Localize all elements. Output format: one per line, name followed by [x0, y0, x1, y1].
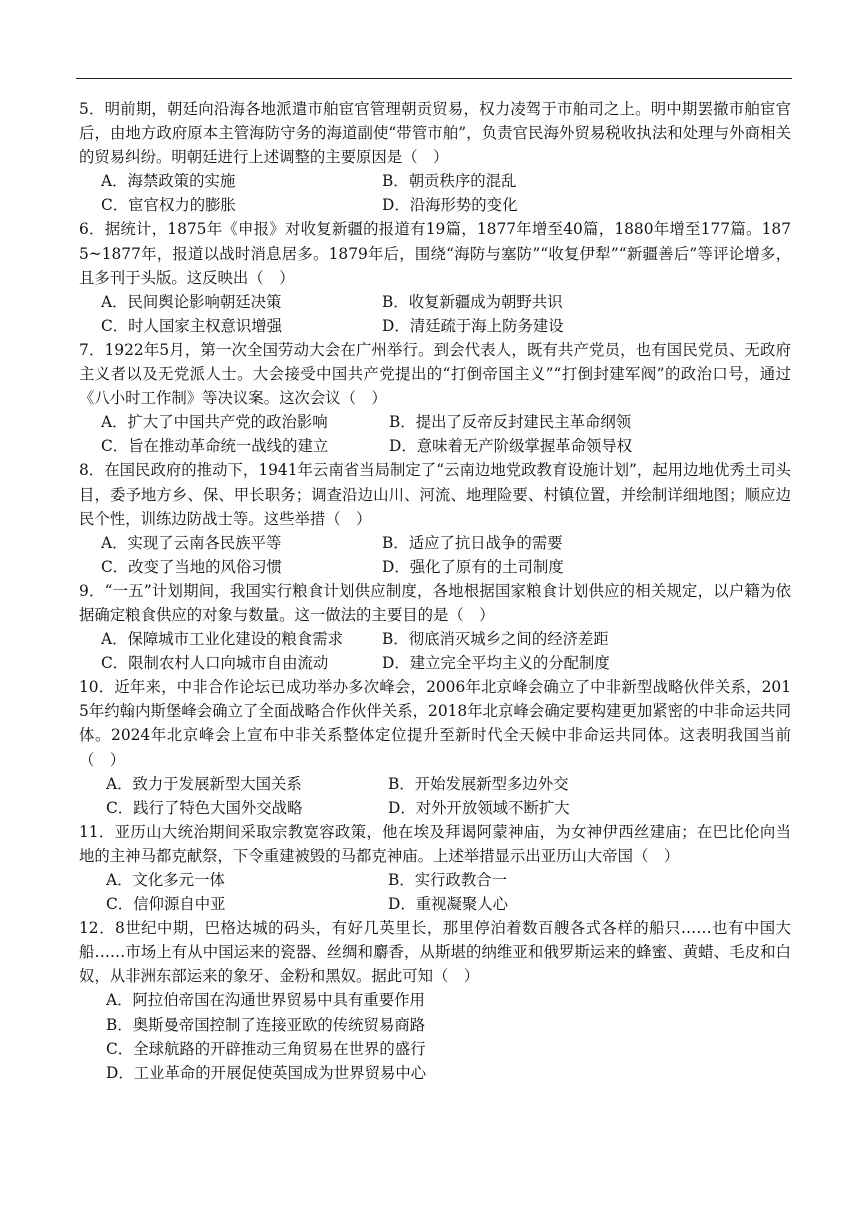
option-a: A．文化多元一体 — [106, 871, 225, 889]
option-c: C．宦官权力的膨胀 — [101, 196, 236, 215]
option-b: B．开始发展新型多边外交 — [388, 774, 569, 793]
question-9 — [79, 579, 791, 675]
option-b: B．收复新疆成为朝野共识 — [382, 292, 563, 311]
option-c: C．时人国家主权意识增强 — [101, 316, 283, 335]
question-7 — [79, 338, 791, 458]
option-c: C．旨在推动革命统一战线的建立 — [101, 437, 329, 456]
option-c: C．限制农村人口向城市自由流动 — [101, 654, 329, 673]
question-12 — [79, 916, 791, 1085]
option-a: A．致力于发展新型大国关系 — [106, 774, 302, 793]
option-a: A．保障城市工业化建设的粮食需求 — [101, 630, 343, 649]
question-stem: 6．据统计，1875年《申报》对收复新疆的报道有19篇，1877年增至40篇，1880年增至177篇。1875~1877年，报道以战时消息居多。1879年后，围绕“海防与塞防”“收复伊犁”“新疆善后”等评论增多，且多刊于头版。这反映出（ ） — [79, 220, 791, 287]
option-c: C．践行了特色大国外交战略 — [106, 798, 303, 817]
option-d: D．工业革命的开展促使英国成为世界贸易中心 — [106, 1063, 427, 1082]
question-5 — [79, 97, 791, 217]
option-a: A．民间舆论影响朝廷决策 — [101, 292, 282, 311]
option-b: B．实行政教合一 — [388, 871, 508, 889]
option-d: D．意味着无产阶级掌握革命领导权 — [389, 437, 633, 456]
question-stem: 7．1922年5月，第一次全国劳动大会在广州举行。到会代表人，既有共产党员，也有国民党员、无政府主义者以及无党派人士。大会接受中国共产党提出的“打倒帝国主义”“打倒封建军阀”的政治口号，通过《八小时工作制》等决议案。这次会议（ ） — [79, 340, 791, 408]
question-11 — [79, 820, 791, 916]
question-stem: 9．“一五”计划期间，我国实行粮食计划供应制度，各地根据国家粮食计划供应的相关规定，以户籍为依据确定粮食供应的对象与数量。这一做法的主要目的是（ ） — [79, 581, 791, 624]
option-a: A．阿拉伯帝国在沟通世界贸易中具有重要作用 — [106, 991, 425, 1010]
option-b: B．彻底消灭城乡之间的经济差距 — [382, 630, 609, 649]
question-stem: 12．8世纪中期，巴格达城的码头，有好几英里长，那里停泊着数百艘各式各样的船只……也有中国大船……市场上有从中国运来的瓷器、丝绸和麝香，从斯堪的纳维亚和俄罗斯运来的蜂蜜、黄蜡、毛皮和白奴，从非洲东部运来的象牙、金粉和黑奴。据此可知（ ） — [79, 919, 791, 986]
question-list — [79, 97, 791, 1085]
option-d: D．重视凝聚人心 — [388, 895, 509, 914]
option-b: B．提出了反帝反封建民主革命纲领 — [389, 413, 632, 432]
option-c: C．改变了当地的风俗习惯 — [101, 557, 283, 576]
option-d: D．建立完全平均主义的分配制度 — [382, 654, 610, 673]
question-10 — [79, 675, 791, 820]
option-b: B．朝贡秩序的混乱 — [382, 172, 517, 191]
question-stem: 5．明前期，朝廷向沿海各地派遣市舶宦官管理朝贡贸易，权力凌驾于市舶司之上。明中期罢撤市舶宦官后，由地方政府原本主管海防守务的海道副使“带管市舶”，负责官民海外贸易税收执法和处理与外商相关的贸易纠纷。明朝廷进行上述调整的主要原因是（ ） — [79, 100, 791, 167]
option-a: A．实现了云南各民族平等 — [101, 533, 282, 552]
question-6 — [79, 217, 791, 337]
option-b: B．适应了抗日战争的需要 — [382, 533, 563, 552]
option-d: D．沿海形势的变化 — [382, 196, 518, 215]
question-stem: 10．近年来，中非合作论坛已成功举办多次峰会，2006年北京峰会确立了中非新型战略伙伴关系，2015年约翰内斯堡峰会确立了全面战略合作伙伴关系，2018年北京峰会确定要构建更加紧密的中非命运共同体。2024年北京峰会上宣布中非关系整体定位提升至新时代全天候中非命运共同体。这表明我国当前（ ） — [79, 678, 791, 769]
option-a: A．扩大了中国共产党的政治影响 — [101, 413, 328, 432]
option-d: D．强化了原有的土司制度 — [382, 557, 564, 576]
option-c: C．信仰源自中亚 — [106, 895, 226, 914]
header-rule — [76, 78, 792, 79]
option-d: D．对外开放领域不断扩大 — [388, 798, 570, 817]
option-a: A．海禁政策的实施 — [101, 172, 236, 191]
option-c: C．全球航路的开辟推动三角贸易在世界的盛行 — [106, 1039, 426, 1058]
question-stem: 11．亚历山大统治期间采取宗教宽容政策，他在埃及拜谒阿蒙神庙，为女神伊西丝建庙；在巴比伦向当地的主神马都克献祭，下令重建被毁的马都克神庙。上述举措显示出亚历山大帝国（ ） — [79, 822, 791, 865]
question-stem: 8．在国民政府的推动下，1941年云南省当局制定了“云南边地党政教育设施计划”，起用边地优秀土司头目，委予地方乡、保、甲长职务；调查沿边山川、河流、地理险要、村镇位置，并绘制详细地图；顺应边民个性，训练边防战士等。这些举措（ ） — [79, 461, 791, 528]
option-b: B．奥斯曼帝国控制了连接亚欧的传统贸易商路 — [106, 1015, 426, 1034]
question-8 — [79, 458, 791, 578]
option-d: D．清廷疏于海上防务建设 — [382, 316, 564, 335]
